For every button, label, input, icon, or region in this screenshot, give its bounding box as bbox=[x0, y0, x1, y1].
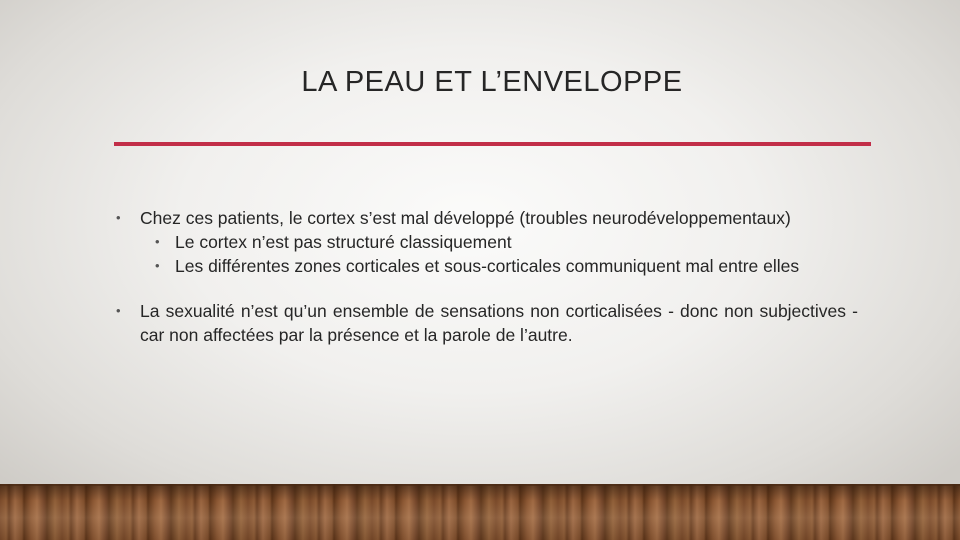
bullet-icon: • bbox=[116, 303, 121, 318]
bullet-item bbox=[116, 299, 858, 347]
sub-bullet-item bbox=[116, 254, 858, 278]
slide-body bbox=[116, 206, 858, 347]
bullet-icon: • bbox=[155, 258, 160, 273]
bullet-text: La sexualité n’est qu’un ensemble de sensations non corticalisées - donc non subjectives - car non affectées par la présence et la parole de l’autre. bbox=[140, 301, 858, 345]
bullet-text: Chez ces patients, le cortex s’est mal développé (troubles neurodéveloppementaux) bbox=[140, 208, 791, 228]
title-underline bbox=[114, 142, 871, 146]
sub-bullet-item bbox=[116, 230, 858, 254]
floor-edge bbox=[0, 484, 960, 486]
sub-bullet-text: Les différentes zones corticales et sous-corticales communiquent mal entre elles bbox=[175, 256, 800, 276]
bullet-item bbox=[116, 206, 858, 230]
bullet-icon: • bbox=[155, 234, 160, 249]
sub-bullet-text: Le cortex n’est pas structuré classiquement bbox=[175, 232, 512, 252]
spacer bbox=[116, 278, 858, 299]
slide-title: LA PEAU ET L’ENVELOPPE bbox=[301, 66, 683, 98]
bullet-icon: • bbox=[116, 210, 121, 225]
wood-floor-decoration bbox=[0, 484, 960, 540]
